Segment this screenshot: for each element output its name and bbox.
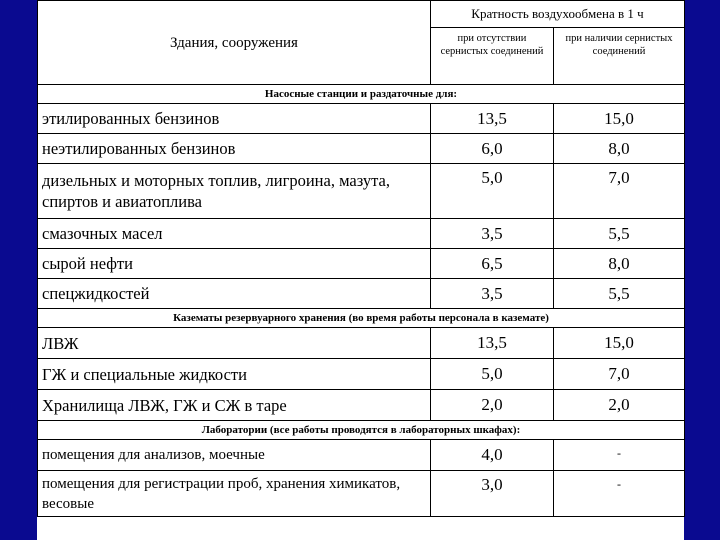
row-value-without: 2,0 — [431, 390, 554, 421]
row-name: дизельных и моторных топлив, лигроина, мазута, спиртов и авиатоплива — [38, 164, 431, 219]
row-name: сырой нефти — [38, 249, 431, 279]
row-value-without: 13,5 — [431, 328, 554, 359]
row-value-with: 7,0 — [554, 164, 685, 219]
row-value-without: 4,0 — [431, 440, 554, 471]
section-row — [38, 309, 685, 328]
section-title-pump-stations: Насосные станции и раздаточные для: — [38, 85, 685, 104]
row-value-with: 7,0 — [554, 359, 685, 390]
table-row — [38, 471, 685, 517]
section-row — [38, 85, 685, 104]
section-title-casemates: Казематы резервуарного хранения (во время работы персонала в каземате) — [38, 309, 685, 328]
row-value-without: 3,0 — [431, 471, 554, 517]
section-row — [38, 421, 685, 440]
row-name: смазочных масел — [38, 219, 431, 249]
table-row — [38, 104, 685, 134]
ventilation-rate-table — [37, 0, 685, 517]
ventilation-rate-table-sheet — [37, 0, 684, 540]
row-value-with: - — [554, 440, 685, 471]
row-value-with: 5,5 — [554, 279, 685, 309]
row-value-with: 15,0 — [554, 328, 685, 359]
table-row — [38, 219, 685, 249]
row-value-with: 8,0 — [554, 134, 685, 164]
row-value-without: 3,5 — [431, 219, 554, 249]
row-value-without: 5,0 — [431, 359, 554, 390]
table-row — [38, 440, 685, 471]
row-name: ГЖ и специальные жидкости — [38, 359, 431, 390]
row-value-with: 15,0 — [554, 104, 685, 134]
header-row — [38, 1, 685, 28]
row-value-without: 6,0 — [431, 134, 554, 164]
row-name: этилированных бензинов — [38, 104, 431, 134]
header-rate-group: Кратность воздухообмена в 1 ч — [431, 1, 685, 28]
row-name: спецжидкостей — [38, 279, 431, 309]
row-value-with: 8,0 — [554, 249, 685, 279]
row-name: неэтилированных бензинов — [38, 134, 431, 164]
header-buildings: Здания, сооружения — [38, 1, 431, 85]
row-value-without: 3,5 — [431, 279, 554, 309]
row-value-without: 6,5 — [431, 249, 554, 279]
row-name: помещения для анализов, моечные — [38, 440, 431, 471]
row-name: Хранилища ЛВЖ, ГЖ и СЖ в таре — [38, 390, 431, 421]
table-row — [38, 359, 685, 390]
table-row — [38, 134, 685, 164]
row-value-with: 2,0 — [554, 390, 685, 421]
section-title-laboratories: Лаборатории (все работы проводятся в лабораторных шкафах): — [38, 421, 685, 440]
header-with-sulfur: при наличии сернистых соединений — [554, 28, 685, 85]
row-name: ЛВЖ — [38, 328, 431, 359]
table-row — [38, 328, 685, 359]
row-value-with: - — [554, 471, 685, 517]
table-row — [38, 249, 685, 279]
header-without-sulfur: при отсутствии сернистых соединений — [431, 28, 554, 85]
row-value-without: 13,5 — [431, 104, 554, 134]
table-row — [38, 279, 685, 309]
row-name: помещения для регистрации проб, хранения химикатов, весовые — [38, 471, 431, 517]
row-value-without: 5,0 — [431, 164, 554, 219]
row-value-with: 5,5 — [554, 219, 685, 249]
table-row — [38, 390, 685, 421]
table-row — [38, 164, 685, 219]
